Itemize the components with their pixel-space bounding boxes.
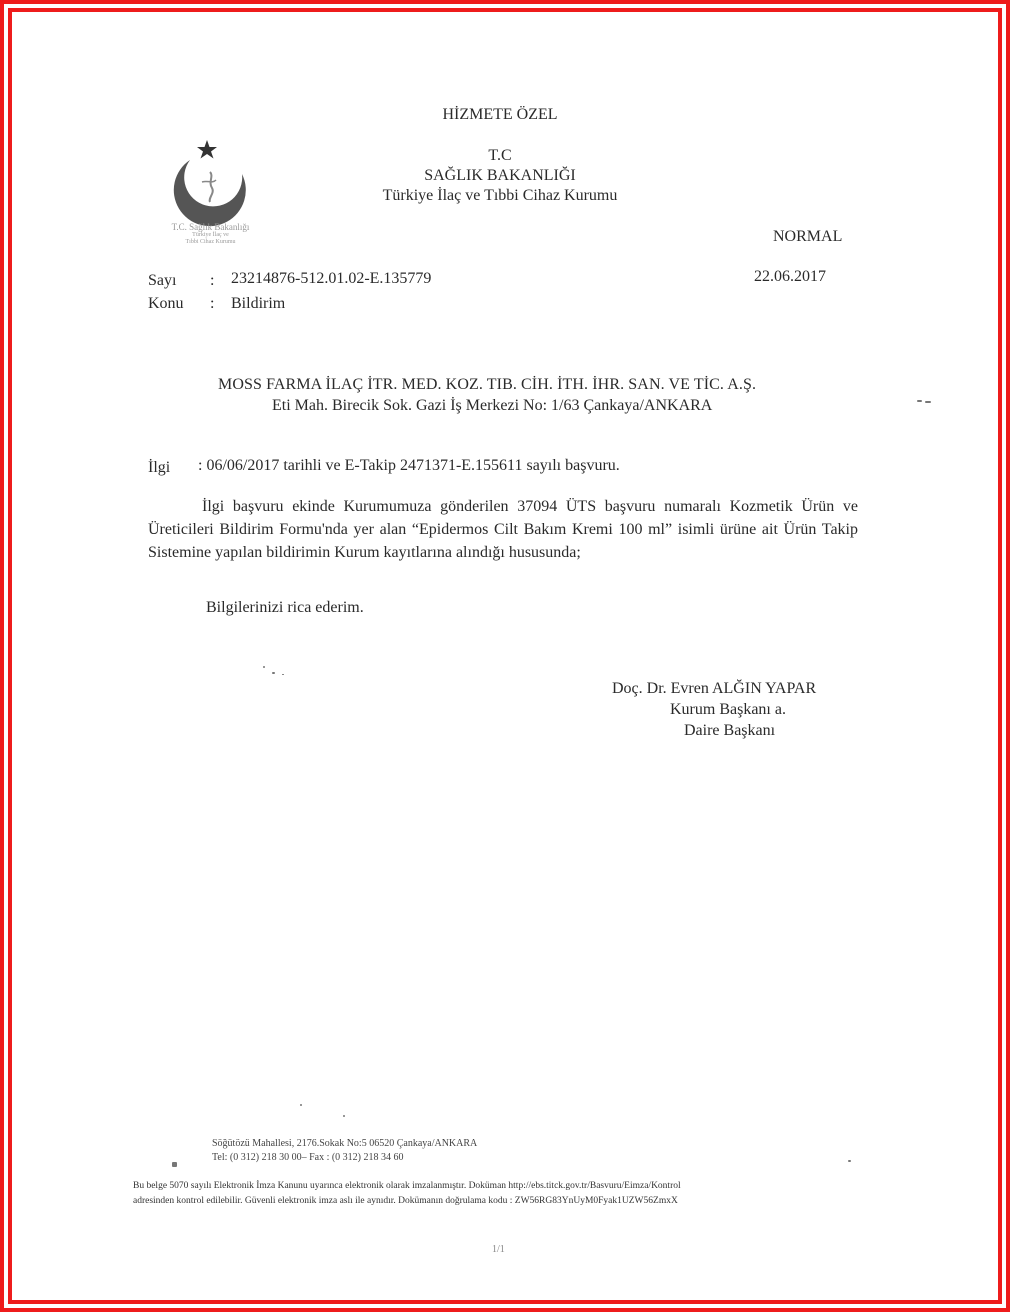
sayi-value: 23214876-512.01.02-E.135779	[231, 270, 432, 287]
sayi-separator: :	[210, 272, 215, 289]
konu-label: Konu	[148, 295, 184, 312]
body-paragraph-1	[148, 495, 858, 564]
esign-notice-line-2: adresinden kontrol edilebilir. Güvenli elektronik imza aslı ile aynıdır. Dokümanın doğrulama kodu : ZW56RG83YnUyM0Fyak1UZW56ZmxX	[133, 1196, 678, 1206]
konu-separator: :	[210, 295, 215, 312]
reference-label: İlgi	[148, 459, 171, 476]
page-number: 1/1	[492, 1244, 505, 1255]
priority-label: NORMAL	[773, 228, 843, 245]
footer-phone: Tel: (0 312) 218 30 00– Fax : (0 312) 218 34 60	[212, 1152, 404, 1163]
classification-label: HİZMETE ÖZEL	[442, 106, 558, 123]
signature-block	[612, 678, 816, 741]
signatory-title-2: Daire Başkanı	[684, 722, 776, 739]
logo-caption	[148, 222, 273, 246]
logo-caption-line2: Türkiye İlaç ve	[192, 232, 229, 238]
agency-name: Türkiye İlaç ve Tıbbi Cihaz Kurumu	[382, 187, 618, 204]
konu-value: Bildirim	[231, 295, 286, 312]
recipient-address: Eti Mah. Birecik Sok. Gazi İş Merkezi No: 1/63 Çankaya/ANKARA	[272, 397, 713, 414]
document-date: 22.06.2017	[754, 268, 826, 285]
body-paragraph-2: Bilgilerinizi rica ederim.	[206, 599, 364, 616]
logo-caption-line3: Tıbbi Cihaz Kurumu	[185, 239, 236, 245]
logo-caption-line1: T.C. Sağlık Bakanlığı	[171, 222, 250, 232]
signatory-name: Doç. Dr. Evren ALĞIN YAPAR	[612, 680, 817, 697]
ministry-name: SAĞLIK BAKANLIĞI	[424, 167, 576, 184]
signatory-title-1: Kurum Başkanı a.	[670, 701, 786, 718]
recipient-name: MOSS FARMA İLAÇ İTR. MED. KOZ. TIB. CİH. İTH. İHR. SAN. VE TİC. A.Ş.	[218, 376, 757, 393]
sayi-label: Sayı	[148, 272, 177, 289]
country-label: T.C	[488, 147, 512, 164]
footer-address: Söğütözü Mahallesi, 2176.Sokak No:5 06520 Çankaya/ANKARA	[212, 1138, 478, 1149]
body-paragraph-1-text: İlgi başvuru ekinde Kurumumuza gönderilen 37094 ÜTS başvuru numaralı Kozmetik Ürün ve Üreticileri Bildirim Formu'nda yer alan “Epidermos Cilt Bakım Kremi 100 ml” isimli ürüne ait Ürün Takip Sistemine yapılan bildirimin Kurum kayıtlarına alındığı hususunda;	[148, 498, 858, 561]
reference-text: : 06/06/2017 tarihli ve E-Takip 2471371-E.155611 sayılı başvuru.	[198, 457, 620, 474]
esign-notice-line-1: Bu belge 5070 sayılı Elektronik İmza Kanunu uyarınca elektronik olarak imzalanmıştır. Doküman http://ebs.titck.gov.tr/Basvuru/Eimza/Kontrol	[133, 1181, 681, 1191]
